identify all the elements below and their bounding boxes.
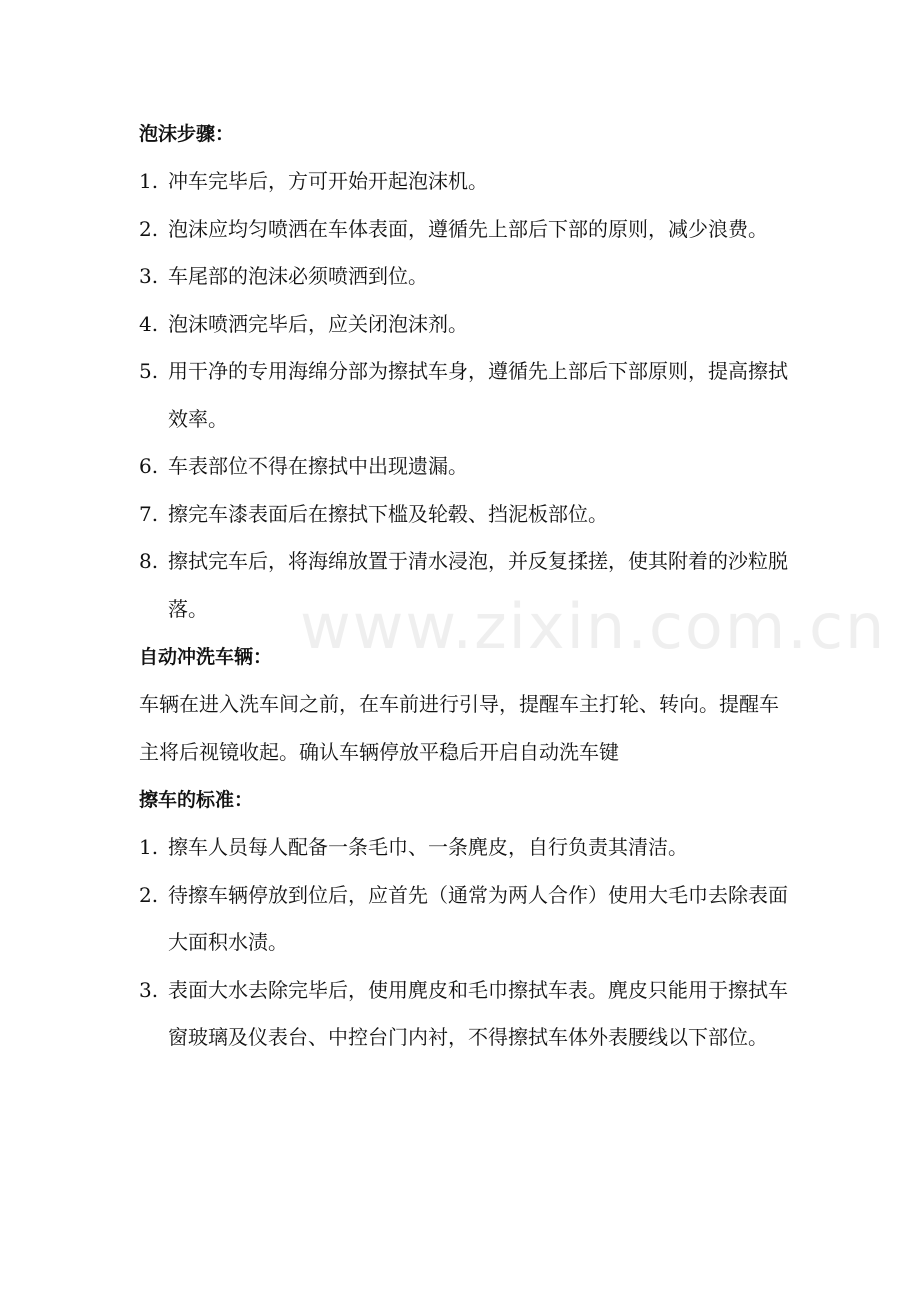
list-text: 车尾部的泡沫必须喷洒到位。 <box>168 264 428 288</box>
list-number: 3. <box>139 264 159 288</box>
list-number: 4. <box>139 311 159 336</box>
list-text: 用干净的专用海绵分部为擦拭车身，遵循先上部后下部原则，提高擦拭效率。 <box>168 359 788 431</box>
paragraph-auto-wash: 车辆在进入洗车间之前，在车前进行引导，提醒车主打轮、转向。提醒车主将后视镜收起。确认车辆停放平稳后开启自动洗车键 <box>139 692 779 764</box>
list-item <box>139 824 789 872</box>
watermark: www.zixin.com.cn <box>300 590 887 663</box>
list-item <box>139 967 789 1062</box>
list-number: 7. <box>139 501 159 526</box>
list-text: 表面大水去除完毕后，使用麂皮和毛巾擦拭车表。麂皮只能用于擦拭车窗玻璃及仪表台、中控台门内衬，不得擦拭车体外表腰线以下部位。 <box>168 977 788 1049</box>
list-number: 6. <box>139 454 159 478</box>
list-number: 2. <box>139 216 159 241</box>
list-number: 8. <box>139 549 159 573</box>
list-item <box>139 348 789 443</box>
list-number: 1. <box>139 835 159 859</box>
list-text: 擦拭完车后，将海绵放置于清水浸泡，并反复揉搓，使其附着的沙粒脱落。 <box>168 549 788 621</box>
list-number: 3. <box>139 977 159 1002</box>
list-item <box>139 301 789 349</box>
list-text: 待擦车辆停放到位后，应首先（通常为两人合作）使用大毛巾去除表面大面积水渍。 <box>168 882 788 954</box>
list-text: 擦完车漆表面后在擦拭下槛及轮毂、挡泥板部位。 <box>168 501 608 526</box>
list-text: 冲车完毕后，方可开始开起泡沫机。 <box>168 169 488 193</box>
list-item <box>139 158 789 206</box>
list-number: 2. <box>139 882 159 907</box>
list-item <box>139 538 789 633</box>
list-item <box>139 206 789 254</box>
list-text: 擦车人员每人配备一条毛巾、一条麂皮，自行负责其清洁。 <box>168 835 688 859</box>
section-heading-wiping-standard: 擦车的标准： <box>139 789 254 811</box>
list-item <box>139 443 789 491</box>
list-item <box>139 253 789 301</box>
list-number: 5. <box>139 359 159 383</box>
section-heading-auto-wash: 自动冲洗车辆： <box>139 646 273 668</box>
list-item <box>139 872 789 967</box>
list-text: 泡沫喷洒完毕后，应关闭泡沫剂。 <box>168 311 468 336</box>
list-number: 1. <box>139 169 159 193</box>
list-item <box>139 491 789 539</box>
section-heading-foam-steps: 泡沫步骤： <box>139 123 235 145</box>
list-text: 泡沫应均匀喷洒在车体表面，遵循先上部后下部的原则，减少浪费。 <box>168 216 768 241</box>
list-text: 车表部位不得在擦拭中出现遗漏。 <box>168 454 468 478</box>
document-page <box>139 110 789 1062</box>
